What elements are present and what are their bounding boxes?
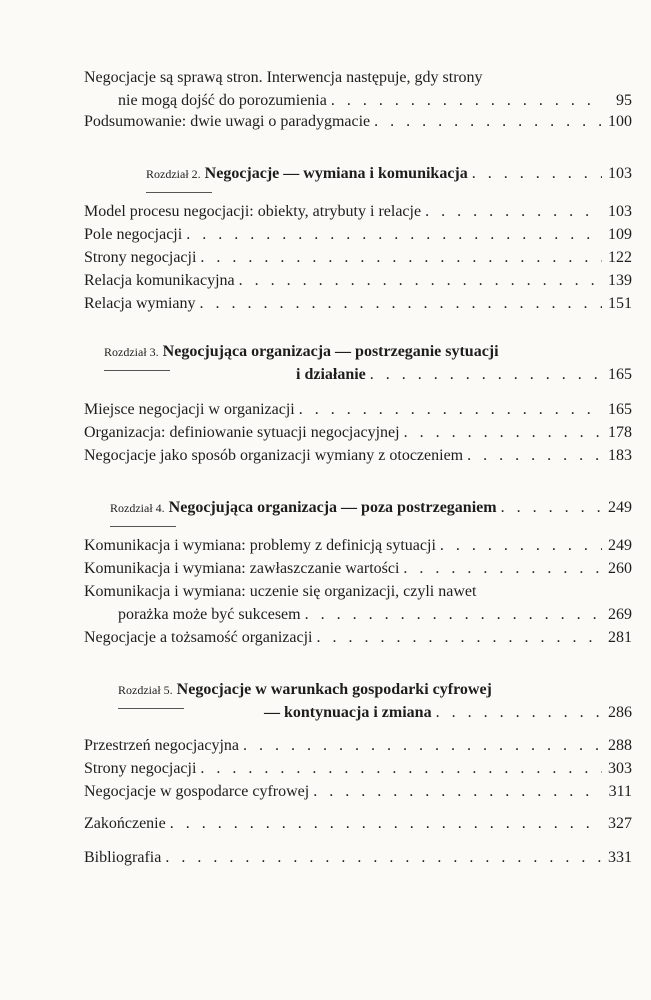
toc-line — [84, 365, 632, 388]
toc-line — [84, 736, 632, 759]
toc-line — [84, 423, 632, 446]
entry-title: porażka może być sukcesem — [118, 606, 301, 623]
dot-leader — [399, 559, 602, 579]
toc-line — [84, 68, 632, 91]
toc-line — [84, 605, 632, 628]
dot-leader — [196, 759, 602, 779]
page-number: 151 — [608, 295, 632, 312]
entry-title: Negocjacje jako sposób organizacji wymiany z otoczeniem — [84, 447, 464, 464]
toc-line — [84, 112, 632, 135]
toc-line — [84, 164, 632, 187]
entry-title: Podsumowanie: dwie uwagi o paradygmacie — [84, 113, 371, 130]
entry-title: Negocjacje w gospodarce cyfrowej — [84, 783, 310, 800]
entry-title: Miejsce negocjacji w organizacji — [84, 401, 295, 418]
toc-entry — [84, 848, 632, 871]
chapter-label: Rozdział 3. — [104, 345, 159, 359]
toc-line — [84, 91, 632, 114]
page-number: 183 — [608, 447, 632, 464]
toc-line — [84, 814, 632, 837]
toc-line — [84, 703, 632, 726]
dot-leader — [166, 814, 602, 834]
toc-line — [84, 202, 632, 225]
page-number: 103 — [608, 165, 632, 182]
chapter-rule — [146, 192, 212, 193]
page-number: 100 — [608, 113, 632, 130]
page-number: 331 — [608, 849, 632, 866]
dot-leader — [400, 423, 602, 443]
entry-title: Komunikacja i wymiana: problemy z definicją sytuacji — [84, 537, 436, 554]
chapter-rule — [104, 370, 170, 371]
toc-entry — [84, 814, 632, 837]
page-number: 311 — [608, 783, 632, 800]
chapter-label: Rozdział 5. — [118, 683, 173, 697]
page-number: 281 — [608, 629, 632, 646]
toc-line — [84, 536, 632, 559]
chapter-heading — [84, 498, 632, 521]
chapter-heading — [84, 342, 632, 388]
dot-leader — [463, 446, 602, 466]
toc-line — [84, 271, 632, 294]
toc-line — [84, 400, 632, 423]
dot-leader — [182, 225, 602, 245]
page-number: 109 — [608, 226, 632, 243]
page-number: 327 — [608, 815, 632, 832]
dot-leader — [468, 164, 602, 184]
chapter-label: Rozdział 4. — [110, 501, 165, 515]
toc-line — [84, 680, 632, 703]
toc-line — [84, 342, 632, 365]
toc-entry — [84, 68, 632, 114]
page-number: 178 — [608, 424, 632, 441]
page-number: 249 — [608, 499, 632, 516]
toc-line — [84, 225, 632, 248]
entry-title: nie mogą dojść do porozumienia — [118, 92, 327, 109]
page-number: 95 — [616, 92, 632, 109]
dot-leader — [239, 736, 602, 756]
toc-line — [84, 759, 632, 782]
entry-title: Pole negocjacji — [84, 226, 183, 243]
dot-leader — [301, 605, 602, 625]
entry-title: Relacja komunikacyjna — [84, 272, 235, 289]
page-number: 165 — [608, 366, 632, 383]
entry-title: Bibliografia — [84, 849, 162, 866]
entry-title: Relacja wymiany — [84, 295, 196, 312]
page-number: 269 — [608, 606, 632, 623]
entry-title: Strony negocjacji — [84, 760, 197, 777]
chapter-label: Rozdział 2. — [146, 167, 201, 181]
page-number: 260 — [608, 560, 632, 577]
dot-leader — [370, 112, 602, 132]
toc-line — [84, 848, 632, 871]
toc-entry — [84, 536, 632, 651]
dot-leader — [436, 536, 602, 556]
page-number: 103 — [608, 203, 632, 220]
entry-title: Komunikacja i wymiana: zawłaszczanie wartości — [84, 560, 400, 577]
page-number: 122 — [608, 249, 632, 266]
toc-line — [84, 248, 632, 271]
dot-leader — [309, 782, 602, 802]
toc-entry — [84, 736, 632, 805]
toc-line — [84, 446, 632, 469]
dot-leader — [196, 248, 602, 268]
page-number: 139 — [608, 272, 632, 289]
page-number: 249 — [608, 537, 632, 554]
dot-leader — [366, 365, 602, 385]
toc-line — [84, 782, 632, 805]
dot-leader — [312, 628, 602, 648]
toc-line — [84, 294, 632, 317]
page-number: 303 — [608, 760, 632, 777]
dot-leader — [235, 271, 602, 291]
chapter-title: Negocjacje w warunkach gospodarki cyfrowej — [176, 681, 492, 698]
dot-leader — [161, 848, 602, 868]
entry-title: Strony negocjacji — [84, 249, 197, 266]
chapter-heading — [84, 164, 632, 187]
chapter-title: Negocjacje — wymiana i komunikacja — [204, 165, 468, 182]
page-number: 288 — [608, 737, 632, 754]
toc-entry — [84, 202, 632, 317]
dot-leader — [432, 703, 602, 723]
entry-title: Zakończenie — [84, 815, 166, 832]
dot-leader — [497, 498, 602, 518]
chapter-title: i działanie — [296, 366, 366, 383]
page-number: 286 — [608, 704, 632, 721]
chapter-title: Negocjująca organizacja — poza postrzeganiem — [168, 499, 497, 516]
entry-title: Negocjacje są sprawą stron. Interwencja następuje, gdy strony — [84, 69, 483, 86]
chapter-rule — [118, 708, 184, 709]
chapter-rule — [110, 526, 176, 527]
toc-line — [84, 559, 632, 582]
entry-title: Negocjacje a tożsamość organizacji — [84, 629, 313, 646]
toc-entry — [84, 400, 632, 469]
dot-leader — [295, 400, 602, 420]
toc-entry — [84, 112, 632, 135]
entry-title: Organizacja: definiowanie sytuacji negocjacyjnej — [84, 424, 400, 441]
entry-title: Model procesu negocjacji: obiekty, atrybuty i relacje — [84, 203, 422, 220]
toc-line — [84, 498, 632, 521]
entry-title: Komunikacja i wymiana: uczenie się organizacji, czyli nawet — [84, 583, 477, 600]
toc-line — [84, 628, 632, 651]
dot-leader — [196, 294, 602, 314]
entry-title: Przestrzeń negocjacyjna — [84, 737, 240, 754]
dot-leader — [327, 91, 602, 111]
chapter-title: — kontynuacja i zmiana — [264, 704, 432, 721]
chapter-heading — [84, 680, 632, 726]
page-number: 165 — [608, 401, 632, 418]
dot-leader — [421, 202, 602, 222]
chapter-title: Negocjująca organizacja — postrzeganie sytuacji — [162, 343, 499, 360]
toc-line — [84, 582, 632, 605]
